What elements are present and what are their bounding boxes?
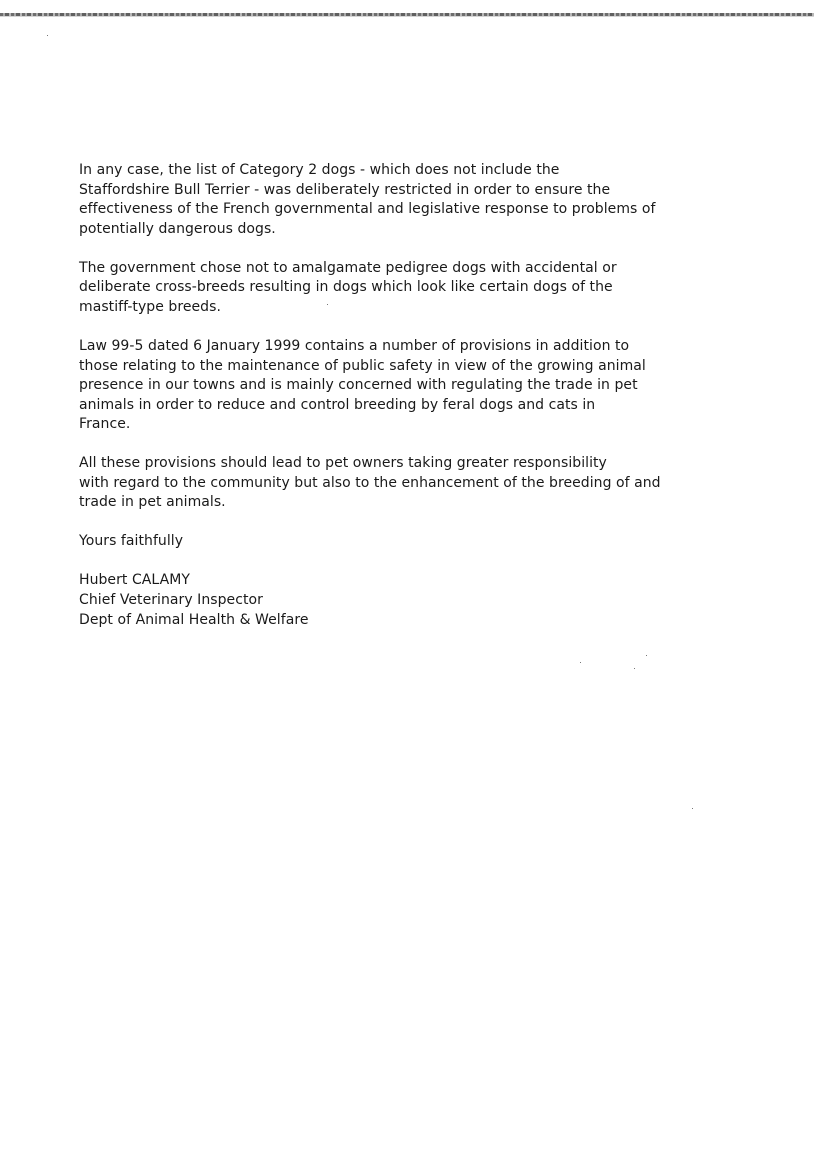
closing-salutation: Yours faithfully: [79, 533, 184, 550]
scan-top-edge-shadow: [0, 16, 814, 17]
paragraph-law-99-5: Law 99-5 dated 6 January 1999 contains a number of provisions in addition to those relating to the maintenance of public safety in view of the growing animal presence in our towns and is mainly concerned with regulating the trade in pet animals in order to reduce and control breeding by feral dogs and cats in France.: [79, 337, 646, 433]
scan-speck: [634, 668, 635, 669]
letter-body: [79, 161, 689, 630]
signatory-name: Hubert CALAMY: [79, 572, 190, 589]
signatory-department: Dept of Animal Health & Welfare: [79, 611, 309, 628]
paragraph-pedigree-dogs: The government chose not to amalgamate pedigree dogs with accidental or deliberate cross-breeds resulting in dogs which look like certain dogs of the mastiff-type breeds.: [79, 259, 617, 315]
paragraph-responsibility: All these provisions should lead to pet owners taking greater responsibility with regard to the community but also to the enhancement of the breeding of and trade in pet animals.: [79, 455, 661, 511]
signatory-title: Chief Veterinary Inspector: [79, 592, 263, 609]
paragraph-category-2-dogs: In any case, the list of Category 2 dogs - which does not include the Staffordshire Bull Terrier - was deliberately restricted in order to ensure the effectiveness of the French governmental and legislative response to problems of potentially dangerous dogs.: [79, 162, 656, 237]
scan-speck: [646, 655, 647, 656]
scan-speck: [580, 662, 581, 663]
scan-speck: [47, 35, 48, 36]
scan-speck: [692, 808, 693, 809]
signature-block: [79, 571, 689, 630]
